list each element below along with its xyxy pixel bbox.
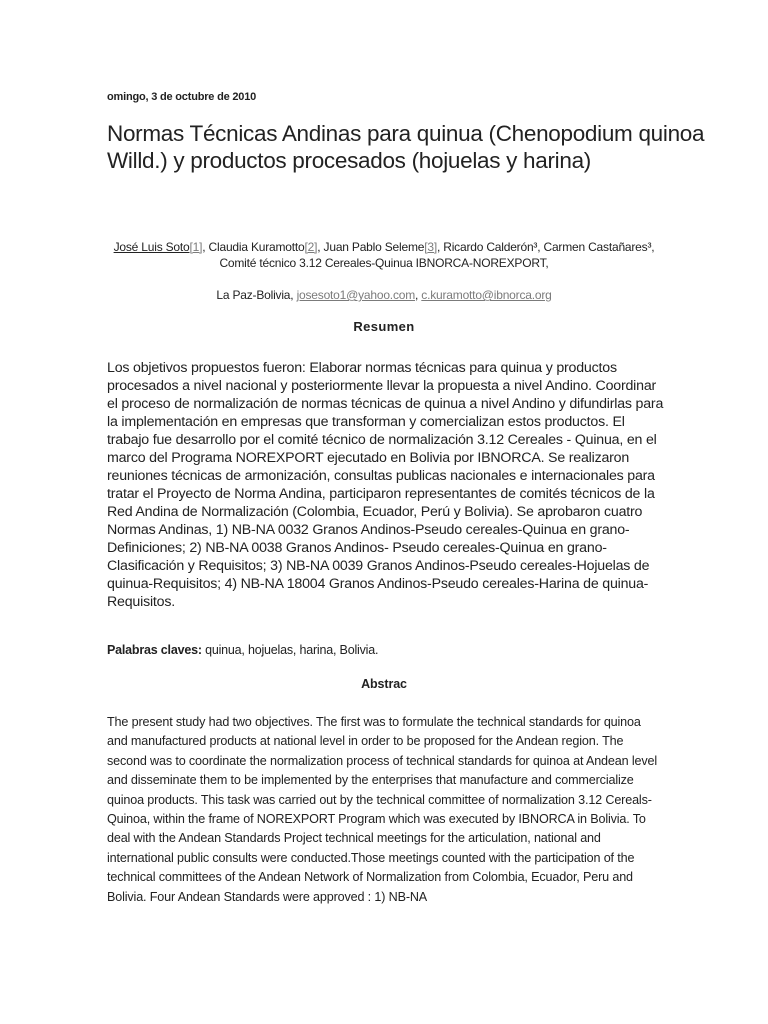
post-date: omingo, 3 de octubre de 2010: [107, 91, 257, 103]
keywords-label: Palabras claves:: [107, 643, 202, 657]
abstract-heading: Abstrac: [361, 677, 407, 691]
resumen-paragraph: Los objetivos propuestos fueron: Elaborar normas técnicas para quinua y productos procesados a nivel nacional y posteriormente llevar la propuesta a nivel Andino. Coordinar el proceso de normalización de normas técnicas de quinua a nivel Andino y difundirlas para la implementación en empresas que transforman y comercializan estos productos. El trabajo fue desarrollo por el comité técnico de normalización 3.12 Cereales - Quinua, en el marco del Programa NOREXPORT ejecutado en Bolivia por IBNORCA. Se realizaron reuniones técnicas de armonización, consultas publicas nacionales e internacionales para tratar el Proyecto de Norma Andina, participaron representantes de comités técnicos de la Red Andina de Normalización (Colombia, Ecuador, Perú y Bolivia). Se aprobaron cuatro Normas Andinas, 1) NB-NA 0032 Granos Andinos-Pseudo cereales-Quinua en grano-Definiciones; 2) NB-NA 0038 Granos Andinos- Pseudo cereales-Quinua en grano-Clasificación y Requisitos; 3) NB-NA 0039 Granos Andinos-Pseudo cereales-Hojuelas de quinua-Requisitos; 4) NB-NA 18004 Granos Andinos-Pseudo cereales-Harina de quinua-Requisitos.: [107, 360, 664, 610]
location-text: La Paz-Bolivia,: [216, 288, 297, 302]
author-affiliations: , Ricardo Calderón³, Carmen Castañares³, Comité técnico 3.12 Cereales-Quinua IBNORCA-NOREXPORT,: [219, 240, 655, 270]
abstract-paragraph: The present study had two objectives. The first was to formulate the technical standards for quinoa and manufactured products at national level in order to be proposed for the Andean region. The second was to coordinate the normalization process of technical standards for quinoa at Andean level and disseminate them to be implemented by the enterprises that manufacture and commercialize quinoa products. This task was carried out by the technical committee of normalization 3.12 Cereals-Quinoa, within the frame of NOREXPORT Program which was executed by IBNORCA in Bolivia. To deal with the Andean Standards Project technical meetings for the articulation, national and international public consults were conducted.Those meetings counted with the participation of the technical committees of the Andean Network of Normalization from Colombia, Ecuador, Peru and Bolivia. Four Andean Standards were approved : 1) NB-NA: [107, 715, 657, 904]
author-location: [107, 287, 661, 303]
keywords-text: quinua, hojuelas, harina, Bolivia.: [201, 643, 379, 657]
email-link[interactable]: josesoto1@yahoo.com: [296, 288, 416, 302]
author-list: [107, 239, 661, 271]
footnote-link[interactable]: [3]: [424, 240, 437, 254]
author-name: , Claudia Kuramotto: [202, 240, 305, 254]
resumen-heading: Resumen: [353, 319, 415, 334]
email-separator: ,: [415, 288, 422, 302]
author-name: , Juan Pablo Seleme: [317, 240, 425, 254]
email-link[interactable]: c.kuramotto@ibnorca.org: [421, 288, 552, 302]
author-name: José Luis Soto: [113, 240, 190, 254]
footnote-link[interactable]: [2]: [304, 240, 318, 254]
footnote-link[interactable]: [1]: [189, 240, 203, 254]
keywords-line: [107, 642, 667, 658]
document-title: Normas Técnicas Andinas para quinua (Chenopodium quinoa Willd.) y productos procesados (hojuelas y harina): [107, 121, 705, 173]
